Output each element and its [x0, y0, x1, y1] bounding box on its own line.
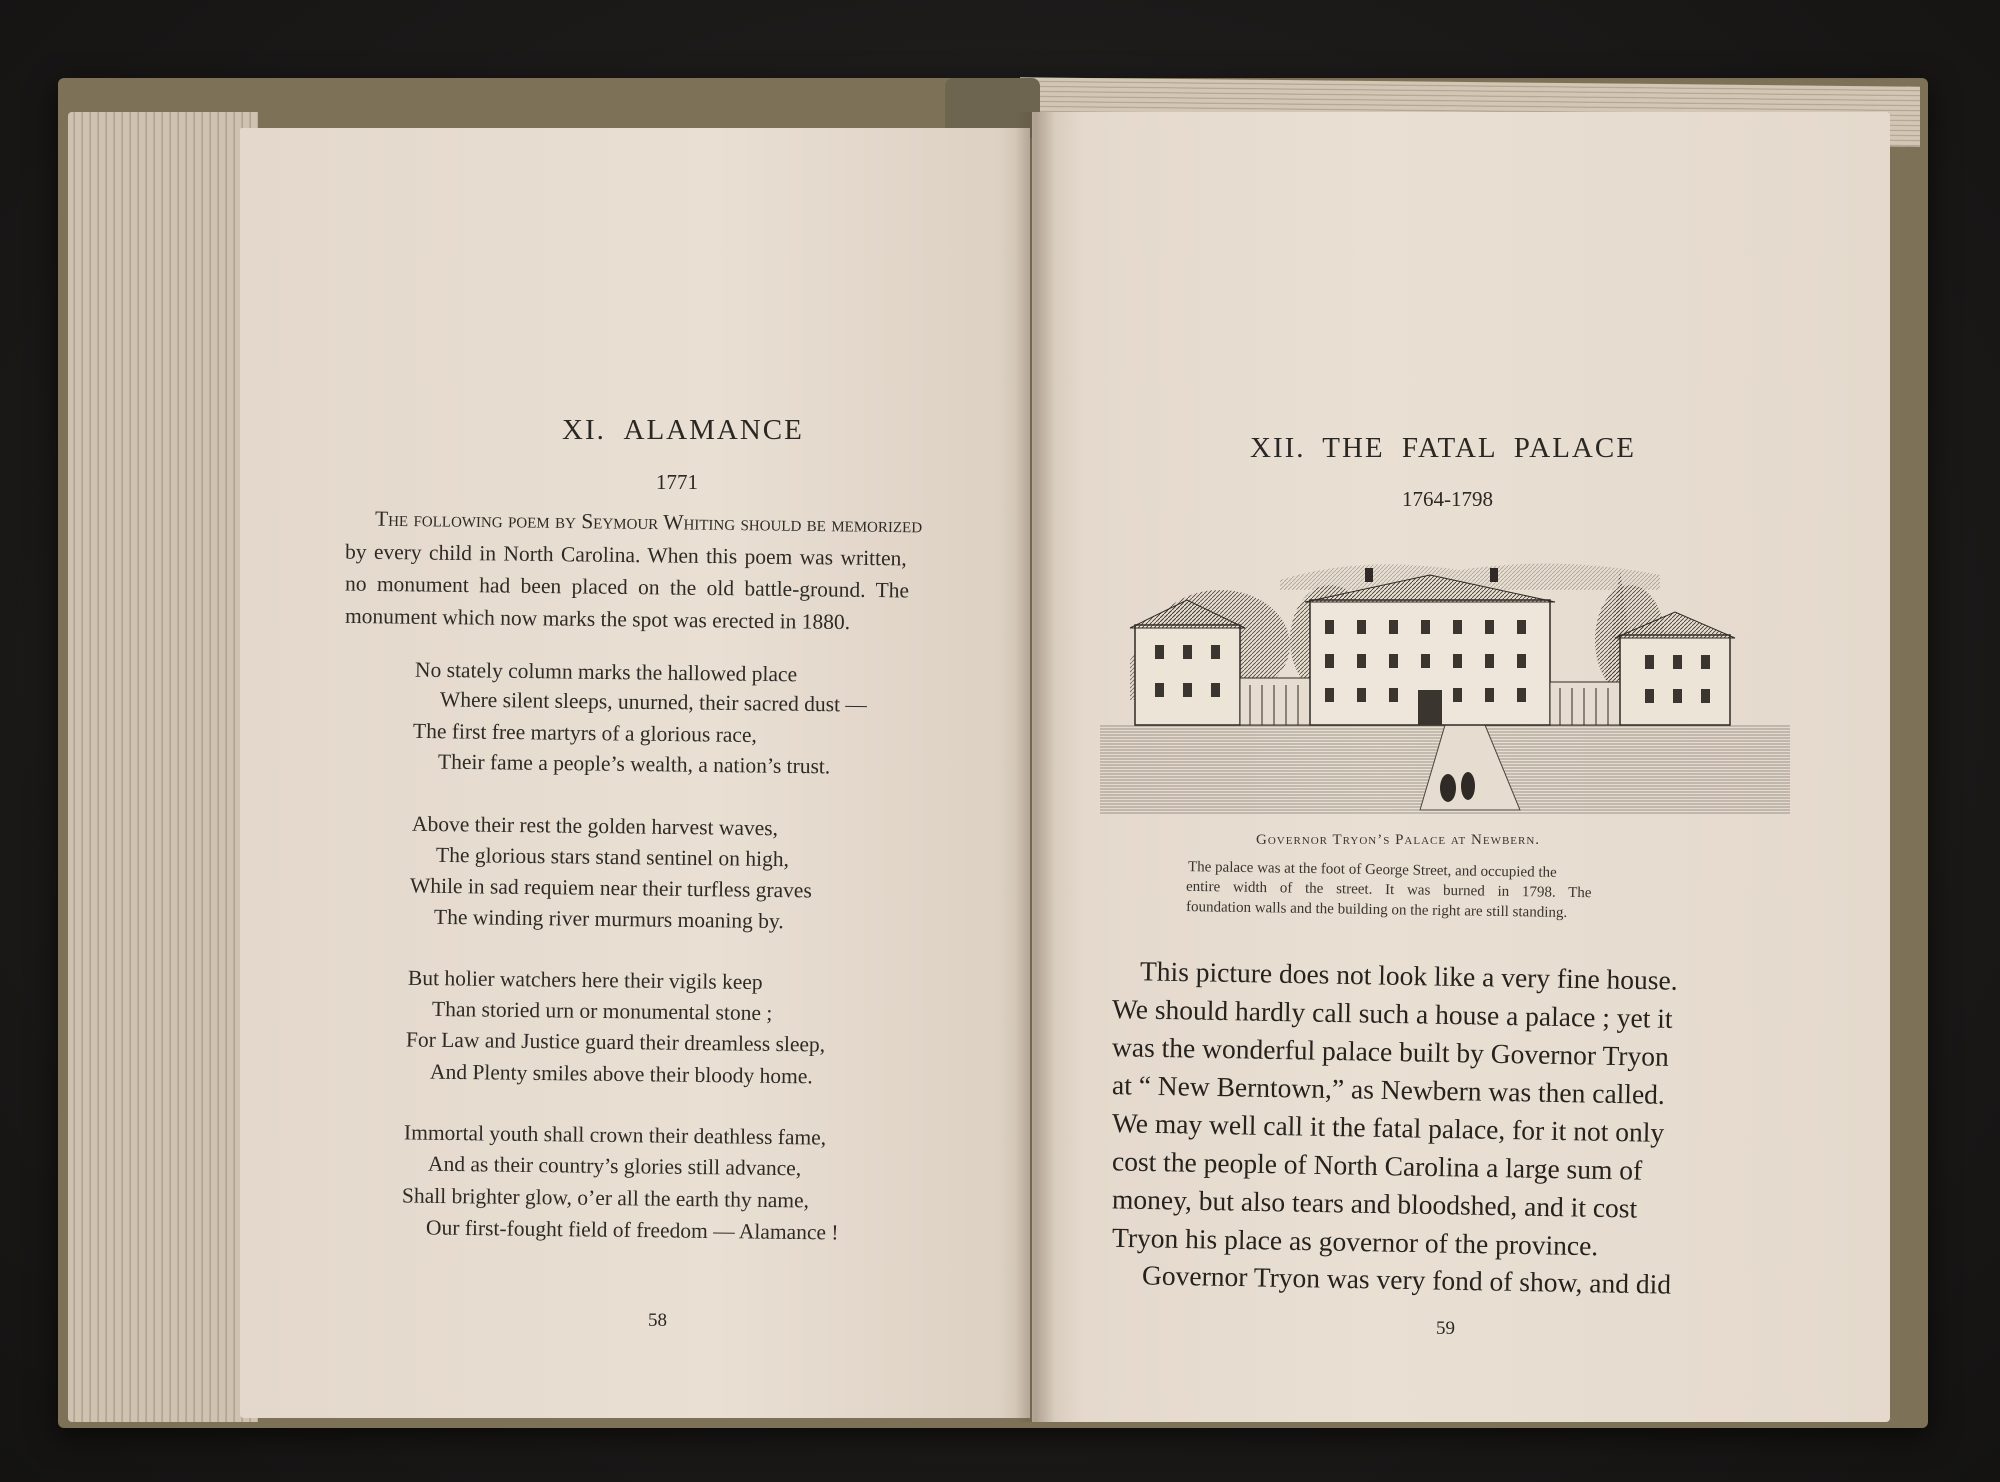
- verse-line: While in sad requiem near their turfless graves: [409, 873, 812, 903]
- body-line: was the wonderful palace built by Governor Tryon: [1111, 1031, 1670, 1072]
- caption-line: foundation walls and the building on the right are still standing.: [1185, 899, 1568, 921]
- right-chapter-year: 1764-1798: [1402, 487, 1493, 511]
- body-line: Tryon his place as governor of the province.: [1111, 1221, 1599, 1262]
- caption-line: entire width of the street. It was burned in 1798. The: [1185, 878, 1592, 902]
- body-line: We should hardly call such a house a palace ; yet it: [1111, 993, 1673, 1034]
- verse-line: Their fame a people’s wealth, a nation’s trust.: [437, 749, 831, 779]
- body-line: Governor Tryon was very fond of show, and did: [1141, 1259, 1672, 1300]
- left-chapter-year: 1771: [656, 470, 698, 494]
- verse-line: But holier watchers here their vigils keep: [407, 965, 763, 995]
- left-page-number: 58: [648, 1310, 667, 1331]
- intro-line: The following poem by Seymour Whiting should be memorized: [374, 506, 923, 538]
- right-chapter-title: XII. THE FATAL PALACE: [1250, 432, 1636, 464]
- right-page-number: 59: [1436, 1318, 1455, 1339]
- body-line: money, but also tears and bloodshed, and it cost: [1111, 1183, 1638, 1224]
- left-chapter-title: XI. ALAMANCE: [562, 414, 804, 446]
- verse-line: Immortal youth shall crown their deathless fame,: [403, 1120, 827, 1150]
- verse-line: And Plenty smiles above their bloody home.: [429, 1059, 813, 1089]
- verse-line: Where silent sleeps, unurned, their sacred dust —: [439, 687, 868, 717]
- verse-line: Shall brighter glow, o’er all the earth thy name,: [401, 1183, 810, 1213]
- body-line: This picture does not look like a very fine house.: [1139, 955, 1678, 996]
- verse-line: Our first-fought field of freedom — Alamance !: [425, 1215, 839, 1245]
- verse-line: The winding river murmurs moaning by.: [433, 904, 784, 934]
- illustration-caption-title: Governor Tryon’s Palace at Newbern.: [1256, 832, 1541, 848]
- verse-line: The first free martyrs of a glorious race,: [412, 718, 757, 748]
- verse-line: Above their rest the golden harvest waves,: [411, 811, 779, 841]
- palace-engraving: [1100, 550, 1790, 820]
- caption-line: The palace was at the foot of George Street, and occupied the: [1187, 859, 1557, 881]
- verse-line: No stately column marks the hallowed place: [414, 657, 798, 687]
- gutter-shadow: [1015, 112, 1055, 1422]
- page-edges-left: [68, 112, 258, 1422]
- body-line: cost the people of North Carolina a large sum of: [1111, 1145, 1643, 1186]
- body-line: We may well call it the fatal palace, for it not only: [1111, 1107, 1665, 1148]
- intro-line: no monument had been placed on the old battle-ground. The: [344, 571, 910, 603]
- verse-line: Than storied urn or monumental stone ;: [431, 996, 773, 1026]
- verse-line: And as their country’s glories still advance,: [427, 1151, 802, 1181]
- intro-line: by every child in North Carolina. When this poem was written,: [344, 539, 907, 571]
- verse-line: For Law and Justice guard their dreamless sleep,: [405, 1027, 826, 1057]
- verse-line: The glorious stars stand sentinel on high,: [435, 842, 790, 872]
- intro-line: monument which now marks the spot was erected in 1880.: [344, 603, 851, 635]
- body-line: at “ New Berntown,” as Newbern was then called.: [1111, 1069, 1666, 1110]
